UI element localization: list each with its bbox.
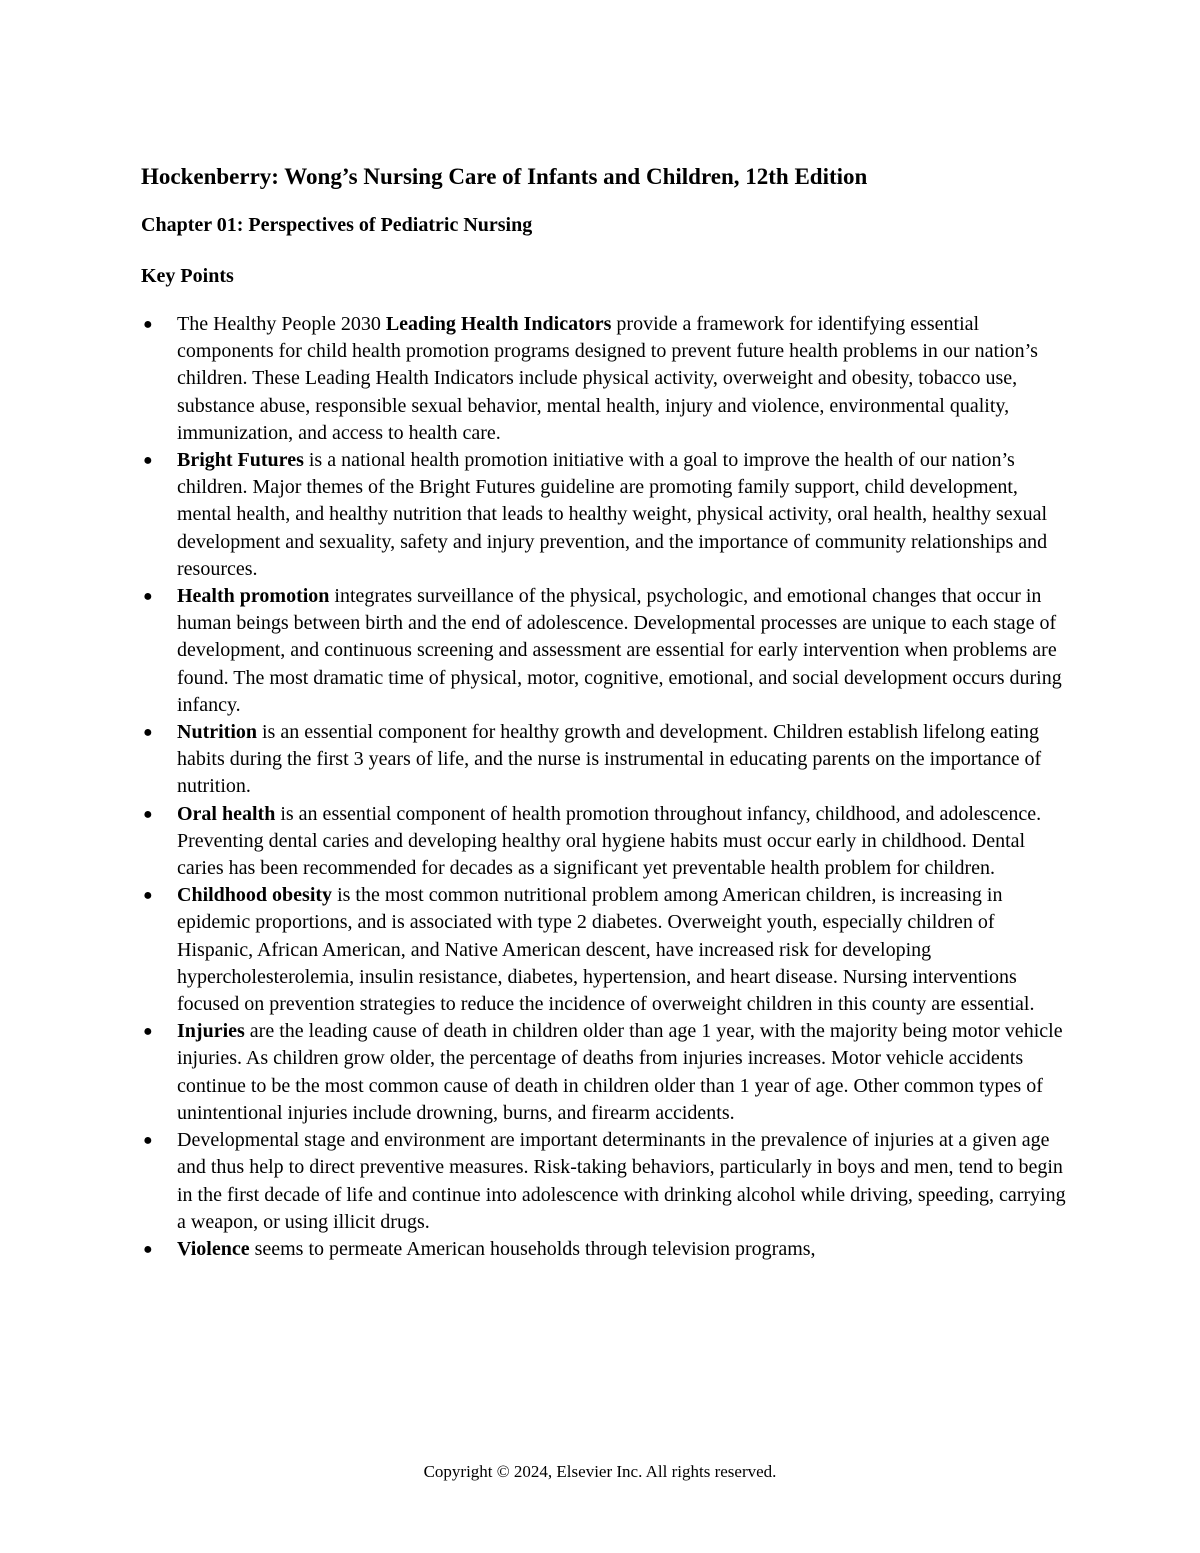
point-text: is a national health promotion initiative with a goal to improve the health of our nation’s children. Major themes of the Bright Futures guideline are promoting family support, child development, mental health, and healthy nutrition that leads to healthy weight, physical activity, oral health, healthy sexual development and sexuality, safety and injury prevention, and the importance of community relationships and resources. (177, 449, 1048, 580)
point-text: seems to permeate American households through television programs, (249, 1237, 816, 1260)
point-text: Developmental stage and environment are important determinants in the prevalence of injuries at a given age and thus help to direct preventive measures. Risk-taking behaviors, particularly in boys and men, tend to begin in the first decade of life and continue into adolescence with drinking alcohol while driving, speeding, carrying a weapon, or using illicit drugs. (177, 1129, 1066, 1233)
list-item (141, 1236, 1071, 1263)
bullet-icon: ● (143, 452, 153, 470)
list-item (141, 583, 1071, 719)
list-item (141, 1127, 1071, 1236)
bullet-icon: ● (143, 724, 153, 742)
chapter-title: Chapter 01: Perspectives of Pediatric Nursing (141, 214, 533, 236)
list-item (141, 801, 1071, 883)
point-term: Bright Futures (177, 449, 304, 472)
point-text: is an essential component of health promotion throughout infancy, childhood, and adolescence. Preventing dental caries and developing healthy oral hygiene habits must occur early in childhood. Dental caries has been recommended for decades as a significant yet preventable health problem for children. (177, 802, 1042, 880)
bullet-icon: ● (143, 1132, 153, 1150)
point-term: Injuries (177, 1020, 245, 1043)
point-text: is the most common nutritional problem among American children, is increasing in epidemic proportions, and is associated with type 2 diabetes. Overweight youth, especially children of Hispanic, African American, and Native American descent, have increased risk for developing hypercholesterolemia, insulin resistance, diabetes, hypertension, and heart disease. Nursing interventions focused on prevention strategies to reduce the incidence of overweight children in this county are essential. (177, 884, 1035, 1016)
section-title: Key Points (141, 265, 234, 287)
bullet-icon: ● (143, 887, 153, 905)
point-text: provide a framework for identifying essential components for child health promotion programs designed to prevent future health problems in our nation’s children. These Leading Health Indicators include physical activity, overweight and obesity, tobacco use, substance abuse, responsible sexual behavior, mental health, injury and violence, environmental quality, immunization, and access to health care. (177, 313, 1038, 444)
point-term: Nutrition (177, 721, 257, 744)
page-content (141, 162, 1071, 1263)
list-item (141, 1018, 1071, 1127)
document-title: Hockenberry: Wong’s Nursing Care of Infants and Children, 12th Edition (141, 164, 868, 189)
point-text: is an essential component for healthy growth and development. Children establish lifelong eating habits during the first 3 years of life, and the nurse is instrumental in educating parents on the importance of nutrition. (177, 721, 1042, 798)
bullet-icon: ● (143, 588, 153, 606)
bullet-icon: ● (143, 1023, 153, 1041)
list-item (141, 882, 1071, 1018)
point-term: Childhood obesity (177, 884, 333, 907)
list-item (141, 447, 1071, 583)
bullet-icon: ● (143, 1240, 153, 1258)
point-term: Violence (177, 1237, 250, 1260)
point-text: integrates surveillance of the physical, psychologic, and emotional changes that occur in human beings between birth and the end of adolescence. Developmental processes are unique to each stage of development, and continuous screening and assessment are essential for early intervention when problems are found. The most dramatic time of physical, motor, cognitive, emotional, and social development occurs during infancy. (177, 585, 1062, 716)
point-text: are the leading cause of death in children older than age 1 year, with the majority being motor vehicle injuries. As children grow older, the percentage of deaths from injuries increases. Motor vehicle accidents continue to be the most common cause of death in children older than 1 year of age. Other common types of unintentional injuries include drowning, burns, and firearm accidents. (177, 1020, 1063, 1124)
point-term: Oral health (177, 802, 276, 825)
point-term: Health promotion (177, 585, 330, 608)
bullet-icon: ● (143, 805, 153, 823)
key-points-list (141, 311, 1071, 1263)
point-pre: The Healthy People 2030 (177, 313, 386, 335)
list-item (141, 311, 1071, 447)
bullet-icon: ● (143, 316, 153, 333)
list-item (141, 719, 1071, 801)
copyright-footer: Copyright © 2024, Elsevier Inc. All rights reserved. (423, 1462, 777, 1481)
point-term: Leading Health Indicators (385, 313, 612, 335)
